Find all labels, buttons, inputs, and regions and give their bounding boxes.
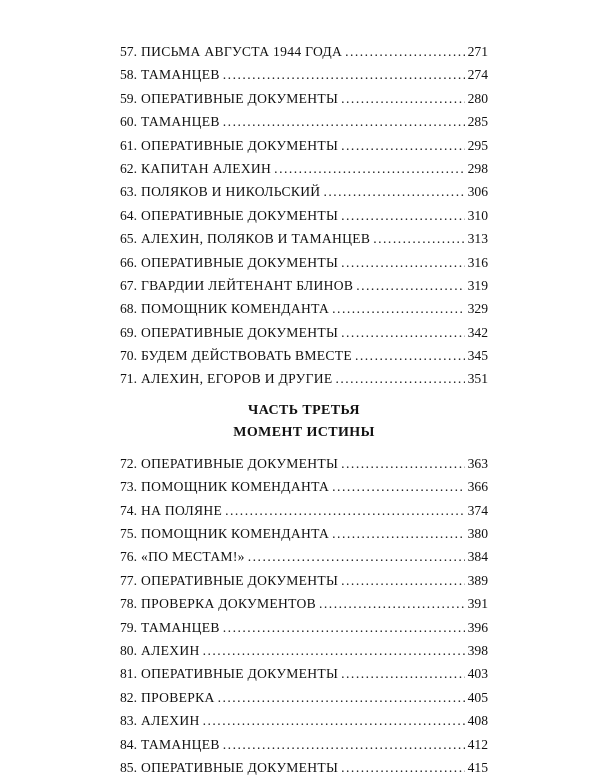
dot-leader	[345, 40, 465, 63]
toc-entry-title: ТАМАНЦЕВ	[141, 114, 220, 130]
dot-leader	[218, 686, 465, 709]
toc-entry-number: 74.	[120, 502, 137, 518]
toc-entry[interactable]	[120, 227, 488, 250]
toc-entry[interactable]	[120, 40, 488, 63]
toc-entry-page: 363	[467, 455, 488, 471]
toc-entry-number: 82.	[120, 689, 137, 705]
part-three-header	[120, 400, 488, 444]
toc-entry-number: 64.	[120, 207, 137, 223]
toc-entry-number: 58.	[120, 67, 137, 83]
toc-entry-page: 316	[467, 254, 488, 270]
toc-entry-page: 271	[467, 44, 488, 59]
toc-entry-page: 412	[467, 736, 488, 752]
toc-entry-page: 310	[467, 207, 488, 223]
toc-entry-page: 313	[467, 231, 488, 247]
toc-entry-number: 78.	[120, 596, 137, 612]
toc-entry[interactable]	[120, 452, 488, 475]
toc-entry[interactable]	[120, 475, 488, 498]
dot-leader	[355, 344, 465, 367]
toc-entry-page: 391	[467, 596, 488, 612]
toc-entry-title: АЛЕХИН	[141, 642, 200, 658]
dot-leader	[323, 180, 464, 203]
dot-leader	[223, 63, 465, 86]
toc-entry[interactable]	[120, 686, 488, 709]
dot-leader	[341, 321, 464, 344]
dot-leader	[341, 204, 464, 227]
toc-entry-number: 83.	[120, 713, 137, 729]
toc-entry[interactable]	[120, 157, 488, 180]
toc-entry-page: 374	[467, 502, 488, 518]
toc-entry-number: 72.	[120, 455, 137, 471]
dot-leader	[223, 616, 465, 639]
toc-entry-number: 80.	[120, 642, 137, 658]
toc-entry-title: ОПЕРАТИВНЫЕ ДОКУМЕНТЫ	[141, 324, 339, 340]
toc-entry-title: ОПЕРАТИВНЫЕ ДОКУМЕНТЫ	[141, 572, 339, 588]
toc-entry-number: 85.	[120, 759, 137, 775]
toc-entry[interactable]	[120, 522, 488, 545]
toc-entry-page: 380	[467, 526, 488, 542]
toc-entry-title: АЛЕХИН, ПОЛЯКОВ И ТАМАНЦЕВ	[141, 231, 371, 247]
toc-entry[interactable]	[120, 63, 488, 86]
toc-entry[interactable]	[120, 204, 488, 227]
toc-entry-page: 274	[467, 67, 488, 83]
part-heading: ЧАСТЬ ТРЕТЬЯ	[248, 402, 360, 418]
toc-entry-page: 295	[467, 137, 488, 153]
toc-entry[interactable]	[120, 87, 488, 110]
toc-entry-page: 384	[467, 549, 488, 565]
toc-entry-page: 398	[467, 642, 488, 658]
toc-entry-title: ОПЕРАТИВНЫЕ ДОКУМЕНТЫ	[141, 207, 339, 223]
toc-entry-title: ПОЛЯКОВ И НИКОЛЬСКИЙ	[141, 184, 321, 200]
toc-entry[interactable]	[120, 756, 488, 779]
toc-entry-number: 79.	[120, 619, 137, 635]
dot-leader	[341, 251, 464, 274]
toc-part-two	[120, 40, 488, 391]
toc-entry-title: ПОМОЩНИК КОМЕНДАНТА	[141, 301, 330, 317]
dot-leader	[332, 475, 464, 498]
toc-entry[interactable]	[120, 274, 488, 297]
toc-entry-number: 61.	[120, 137, 137, 153]
dot-leader	[332, 522, 464, 545]
toc-entry[interactable]	[120, 499, 488, 522]
part-subtitle: МОМЕНТ ИСТИНЫ	[233, 424, 375, 440]
toc-entry-title: ПРОВЕРКА ДОКУМЕНТОВ	[141, 596, 316, 612]
toc-entry-title: БУДЕМ ДЕЙСТВОВАТЬ ВМЕСТЕ	[141, 348, 352, 364]
toc-entry-title: АЛЕХИН	[141, 713, 200, 729]
table-of-contents	[120, 40, 488, 779]
toc-entry-page: 415	[467, 759, 488, 775]
dot-leader	[341, 452, 464, 475]
dot-leader	[223, 110, 465, 133]
toc-entry-title: ПИСЬМА АВГУСТА 1944 ГОДА	[141, 44, 343, 59]
toc-entry[interactable]	[120, 639, 488, 662]
toc-entry[interactable]	[120, 180, 488, 203]
toc-entry-number: 81.	[120, 666, 137, 682]
toc-entry[interactable]	[120, 569, 488, 592]
toc-entry[interactable]	[120, 251, 488, 274]
toc-entry-number: 77.	[120, 572, 137, 588]
toc-entry-title: ГВАРДИИ ЛЕЙТЕНАНТ БЛИНОВ	[141, 277, 354, 293]
toc-entry-number: 67.	[120, 277, 137, 293]
toc-entry-title: ОПЕРАТИВНЫЕ ДОКУМЕНТЫ	[141, 759, 339, 775]
toc-part-three	[120, 452, 488, 779]
toc-entry-page: 285	[467, 114, 488, 130]
dot-leader	[373, 227, 464, 250]
toc-entry-page: 298	[467, 160, 488, 176]
toc-entry-title: ТАМАНЦЕВ	[141, 619, 220, 635]
toc-entry-title: ТАМАНЦЕВ	[141, 736, 220, 752]
toc-entry-number: 76.	[120, 549, 137, 565]
toc-entry-number: 62.	[120, 160, 137, 176]
dot-leader	[203, 639, 465, 662]
toc-entry[interactable]	[120, 297, 488, 320]
toc-entry-page: 366	[467, 479, 488, 495]
toc-entry-number: 70.	[120, 348, 137, 364]
toc-entry-title: ОПЕРАТИВНЫЕ ДОКУМЕНТЫ	[141, 455, 339, 471]
dot-leader	[203, 709, 465, 732]
toc-entry-title: ПОМОЩНИК КОМЕНДАНТА	[141, 479, 330, 495]
toc-entry-page: 389	[467, 572, 488, 588]
toc-entry[interactable]	[120, 592, 488, 615]
toc-entry-title: АЛЕХИН, ЕГОРОВ И ДРУГИЕ	[141, 371, 333, 387]
toc-entry-page: 306	[467, 184, 488, 200]
dot-leader	[341, 134, 464, 157]
dot-leader	[274, 157, 464, 180]
dot-leader	[225, 499, 465, 522]
dot-leader	[341, 662, 464, 685]
toc-entry-number: 63.	[120, 184, 137, 200]
dot-leader	[332, 297, 464, 320]
toc-entry[interactable]	[120, 545, 488, 568]
toc-entry-title: КАПИТАН АЛЕХИН	[141, 160, 272, 176]
toc-entry-number: 84.	[120, 736, 137, 752]
toc-entry-page: 396	[467, 619, 488, 635]
toc-entry[interactable]	[120, 321, 488, 344]
toc-entry-page: 280	[467, 90, 488, 106]
toc-entry[interactable]	[120, 662, 488, 685]
toc-entry-page: 351	[467, 371, 488, 387]
dot-leader	[341, 569, 464, 592]
toc-entry-number: 75.	[120, 526, 137, 542]
toc-entry-page: 408	[467, 713, 488, 729]
toc-entry-page: 342	[467, 324, 488, 340]
toc-entry[interactable]	[120, 367, 488, 390]
toc-entry[interactable]	[120, 110, 488, 133]
dot-leader	[341, 756, 464, 779]
toc-entry-number: 65.	[120, 231, 137, 247]
toc-entry-title: ПОМОЩНИК КОМЕНДАНТА	[141, 526, 330, 542]
dot-leader	[341, 87, 464, 110]
toc-entry-title: ПРОВЕРКА	[141, 689, 215, 705]
dot-leader	[319, 592, 465, 615]
dot-leader	[356, 274, 464, 297]
toc-entry-number: 73.	[120, 479, 137, 495]
toc-entry-title: ОПЕРАТИВНЫЕ ДОКУМЕНТЫ	[141, 137, 339, 153]
toc-entry-page: 345	[467, 348, 488, 364]
toc-entry-title: ОПЕРАТИВНЫЕ ДОКУМЕНТЫ	[141, 90, 339, 106]
toc-entry-number: 68.	[120, 301, 137, 317]
toc-entry-page: 329	[467, 301, 488, 317]
toc-entry-title: НА ПОЛЯНЕ	[141, 502, 223, 518]
toc-entry-number: 71.	[120, 371, 137, 387]
toc-entry-number: 59.	[120, 90, 137, 106]
toc-entry-number: 69.	[120, 324, 137, 340]
toc-entry-number: 60.	[120, 114, 137, 130]
toc-entry-title: ОПЕРАТИВНЫЕ ДОКУМЕНТЫ	[141, 666, 339, 682]
toc-entry[interactable]	[120, 616, 488, 639]
dot-leader	[248, 545, 465, 568]
dot-leader	[223, 733, 465, 756]
toc-entry[interactable]	[120, 134, 488, 157]
toc-entry-title: ТАМАНЦЕВ	[141, 67, 220, 83]
toc-entry-number: 57.	[120, 44, 137, 59]
toc-entry[interactable]	[120, 733, 488, 756]
dot-leader	[335, 367, 464, 390]
toc-entry-page: 403	[467, 666, 488, 682]
toc-entry-title: ОПЕРАТИВНЫЕ ДОКУМЕНТЫ	[141, 254, 339, 270]
toc-entry-page: 319	[467, 277, 488, 293]
toc-entry-page: 405	[467, 689, 488, 705]
toc-entry-title: «ПО МЕСТАМ!»	[141, 549, 245, 565]
toc-entry[interactable]	[120, 344, 488, 367]
toc-entry-number: 66.	[120, 254, 137, 270]
toc-entry[interactable]	[120, 709, 488, 732]
